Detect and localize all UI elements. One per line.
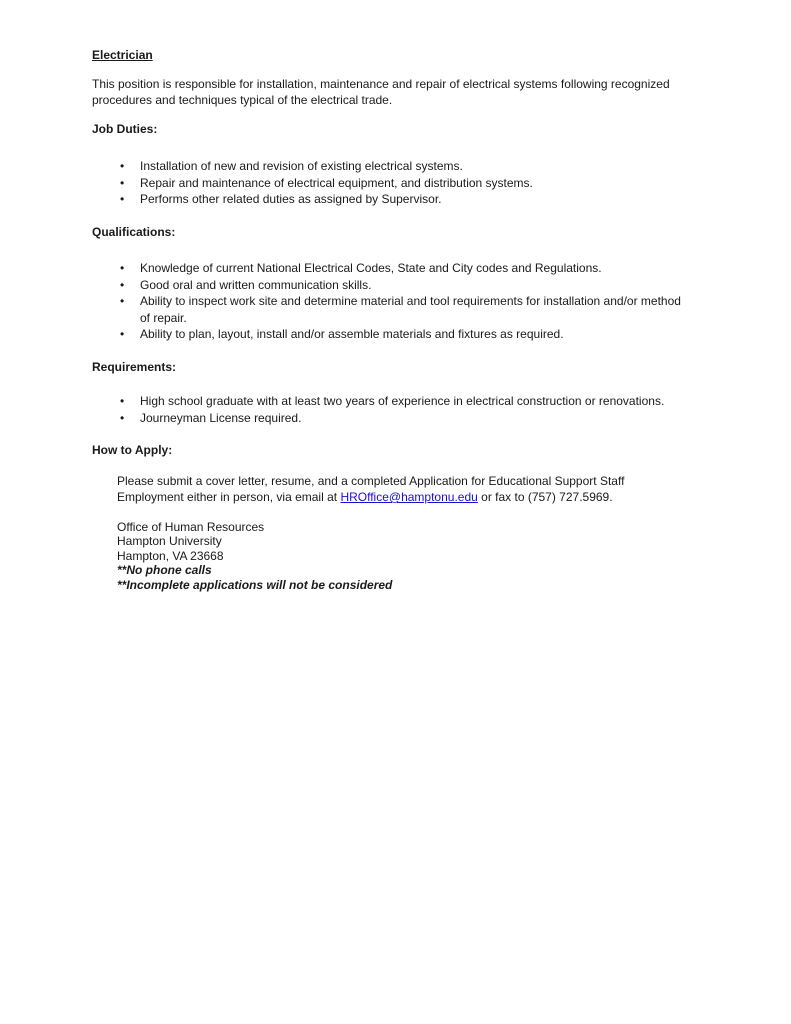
note-incomplete-applications: **Incomplete applications will not be considered bbox=[117, 577, 393, 592]
apply-paragraph bbox=[92, 473, 687, 506]
address-line-office: Office of Human Resources bbox=[117, 519, 265, 534]
apply-text-before-link: Please submit a cover letter, resume, and a completed Application for Educational Support Staff Employment either in person, via email at bbox=[117, 473, 625, 504]
list-item: • Knowledge of current National Electrical Codes, State and City codes and Regulations. bbox=[92, 260, 687, 277]
list-item: • Good oral and written communication skills. bbox=[92, 277, 687, 294]
contact-address-block bbox=[92, 520, 687, 593]
section-heading-qualifications: Qualifications: bbox=[92, 224, 176, 239]
list-item: • Journeyman License required. bbox=[92, 410, 687, 427]
intro-paragraph: This position is responsible for installation, maintenance and repair of electrical systems following recognized procedures and techniques typical of the electrical trade. bbox=[92, 76, 670, 107]
address-line-university: Hampton University bbox=[117, 534, 222, 548]
requirements-list bbox=[92, 393, 687, 426]
hr-email-link[interactable]: HROffice@hamptonu.edu bbox=[340, 490, 478, 504]
note-no-phone-calls: **No phone calls bbox=[117, 563, 212, 577]
section-heading-job-duties: Job Duties: bbox=[92, 121, 158, 136]
list-item: • Installation of new and revision of existing electrical systems. bbox=[92, 158, 687, 175]
job-duties-list bbox=[92, 158, 687, 208]
address-line-city: Hampton, VA 23668 bbox=[117, 548, 224, 563]
job-posting bbox=[92, 47, 687, 592]
page-title: Electrician bbox=[92, 48, 153, 62]
list-item: • Ability to inspect work site and determine material and tool requirements for installation and/or method of repair. bbox=[92, 293, 687, 326]
apply-text-after-link: or fax to (757) 727.5969. bbox=[477, 490, 613, 504]
list-item: • High school graduate with at least two years of experience in electrical construction or renovations. bbox=[92, 393, 687, 410]
list-item: • Repair and maintenance of electrical equipment, and distribution systems. bbox=[92, 175, 687, 192]
list-item: • Performs other related duties as assigned by Supervisor. bbox=[92, 191, 687, 208]
qualifications-list bbox=[92, 260, 687, 343]
section-heading-requirements: Requirements: bbox=[92, 359, 177, 374]
section-heading-how-to-apply: How to Apply: bbox=[92, 443, 173, 457]
list-item: • Ability to plan, layout, install and/or assemble materials and fixtures as required. bbox=[92, 326, 687, 343]
